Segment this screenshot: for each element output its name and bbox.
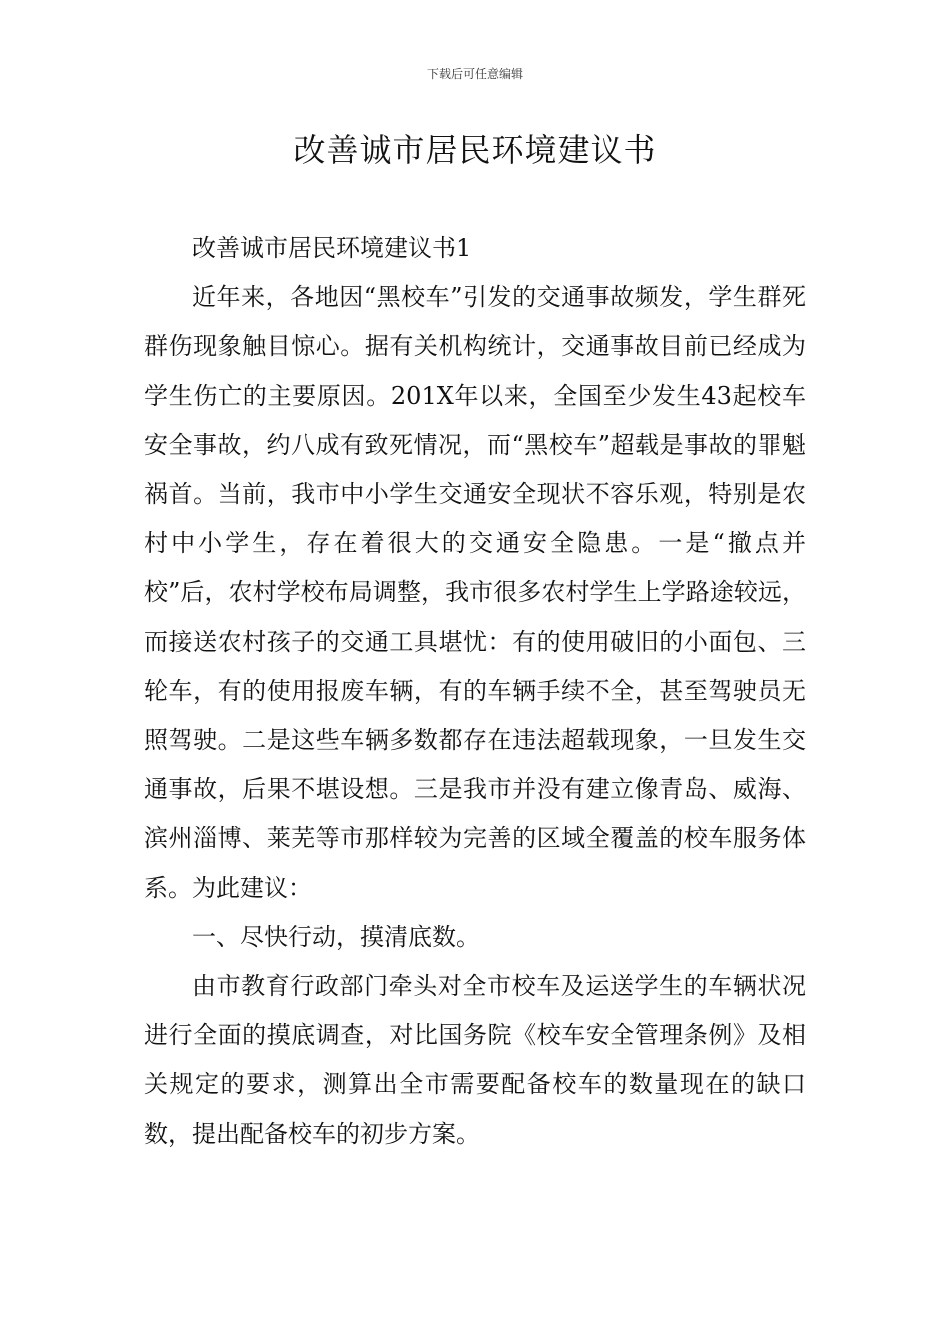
section-heading-paragraph: 一、尽快行动，摸清底数。 (192, 922, 480, 951)
body-paragraph: 近年来，各地因“黑校车”引发的交通事故频发，学生群死群伤现象触目惊心。据有关机构统计，交通事故目前已经成为学生伤亡的主要原因。201X年以来，全国至少发生43起校车安全事故，约八成有致死情况，而“黑校车”超载是事故的罪魁祸首。当前，我市中小学生交通安全现状不容乐观，特别是农村中小学生，存在着很大的交通安全隐患。一是“撤点并校”后，农村学校布局调整，我市很多农村学生上学路途较远，而接送农村孩子的交通工具堪忧：有的使用破旧的小面包、三轮车，有的使用报废车辆，有的车辆手续不全，甚至驾驶员无照驾驶。二是这些车辆多数都存在违法超载现象，一旦发生交通事故，后果不堪设想。三是我市并没有建立像青岛、威海、滨州淄博、莱芜等市那样较为完善的区域全覆盖的校车服务体系。为此建议： (144, 283, 806, 902)
body-paragraph: 由市教育行政部门牵头对全市校车及运送学生的车辆状况进行全面的摸底调查，对比国务院《校车安全管理条例》及相关规定的要求，测算出全市需要配备校车的数量现在的缺口数，提出配备校车的初步方案。 (144, 972, 806, 1148)
header-note: 下载后可任意编辑 (426, 67, 523, 81)
subtitle-paragraph: 改善诚市居民环境建议书1 (192, 234, 472, 262)
document-body (144, 224, 806, 1159)
document-title: 改善诚市居民环境建议书 (293, 131, 657, 169)
